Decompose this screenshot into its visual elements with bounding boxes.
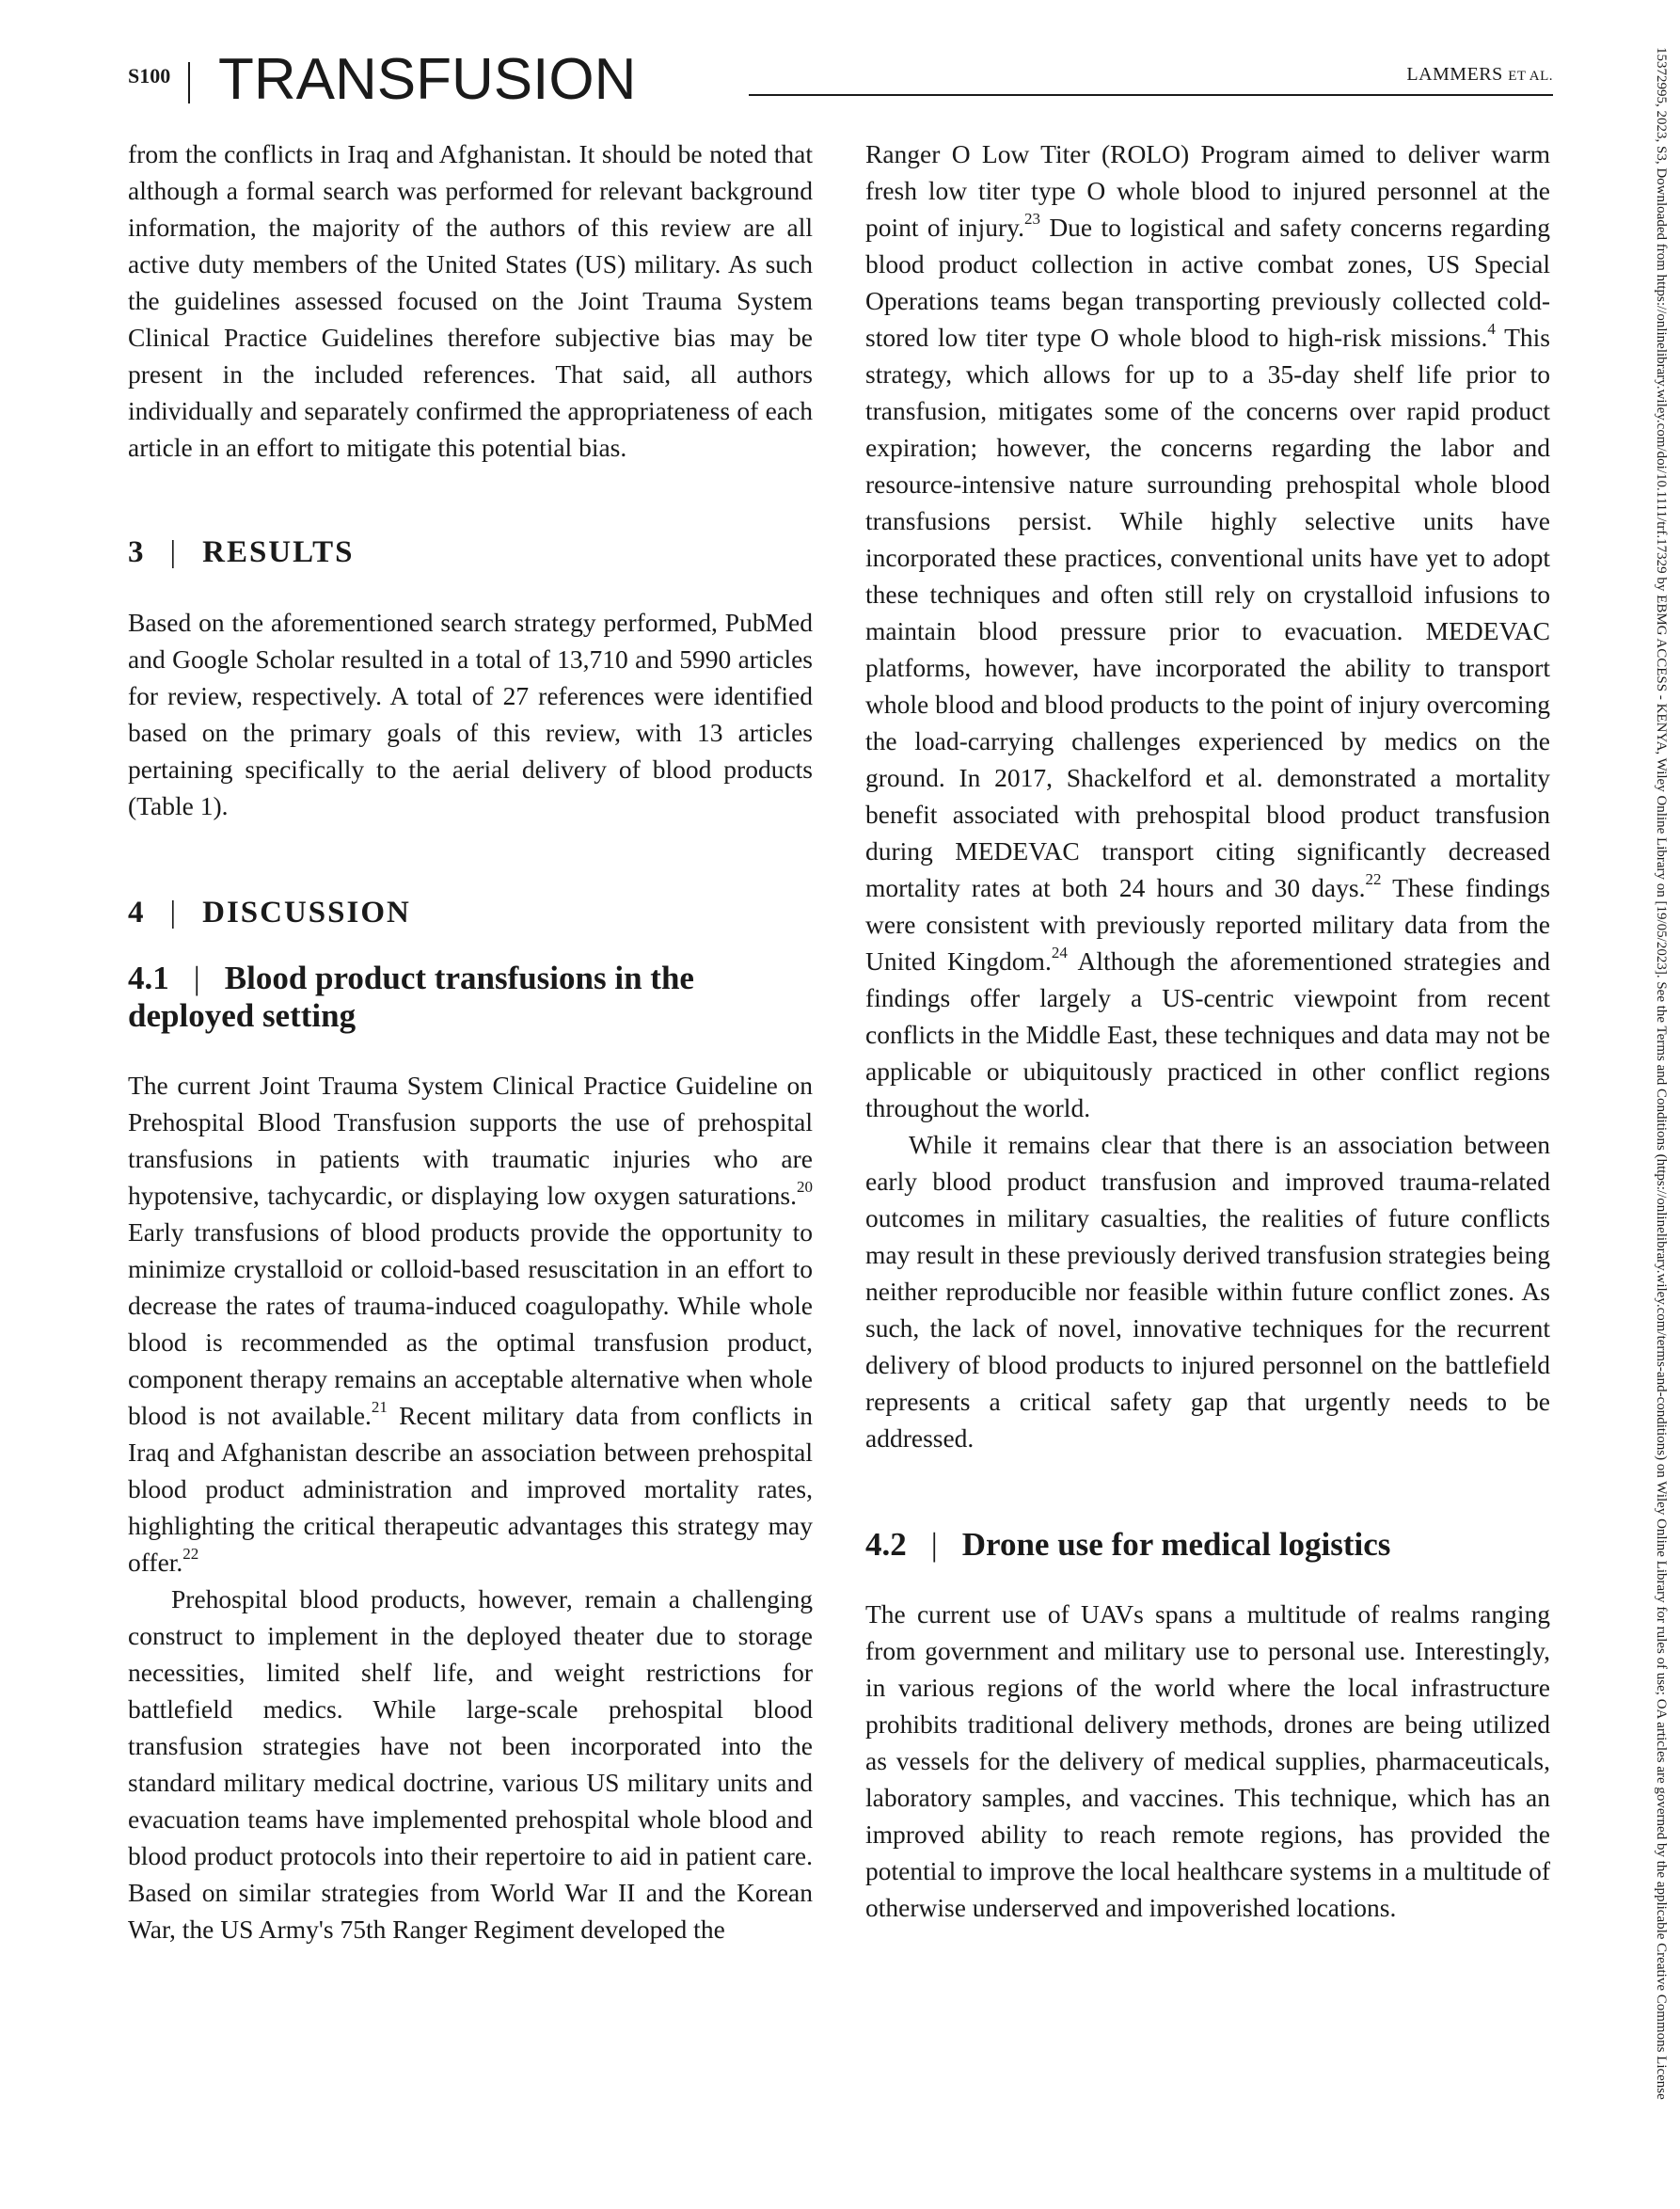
citation: 20 [797, 1177, 813, 1196]
page-number: S100 [128, 64, 171, 87]
running-head [1406, 64, 1553, 86]
paragraph: Based on the aforementioned search strategy performed, PubMed and Google Scholar resulted in a total of 13,710 and 5990 articles for review, respectively. A total of 27 references were identified based on the primary goals of this review, with 13 articles pertaining specifically to the aerial delivery of blood products (Table 1). [128, 608, 813, 820]
header-divider [188, 62, 190, 103]
header-rule [749, 94, 1553, 96]
running-head-author: LAMMERS [1406, 64, 1503, 85]
citation: 24 [1051, 943, 1068, 961]
paragraph: The current Joint Trauma System Clinical Practice Guideline on Prehospital Blood Transfusion supports the use of prehospital transfusions in patients with traumatic injuries who are hypotensive, tachycardic, or displaying low oxygen saturations.$^{20}$ Early transfusions of blood products provide the opportunity to minimize crystalloid or colloid-based resuscitation in an effort to decrease the rates of trauma-induced coagulopathy. While whole blood is recommended as the optimal transfusion product, component therapy remains an acceptable alternative when whole blood is not available.$^{21}$ Recent military data from conflicts in Iraq and Afghanistan describe an association between prehospital blood product administration and improved mortality rates, highlighting the critical therapeutic advantages this strategy may offer.$^{22}$ [128, 1071, 813, 1577]
subsection-title: Drone use for medical logistics [961, 1526, 1391, 1563]
citation: 22 [182, 1544, 199, 1563]
download-sidebar [1644, 47, 1672, 2162]
page-header [128, 47, 1553, 120]
section-title: DISCUSSION [202, 896, 411, 930]
running-head-suffix: ET AL. [1508, 69, 1553, 84]
download-notice: 15372995, 2023, S3, Downloaded from https://onlinelibrary.wiley.com/doi/10.1111/trf.17329 by EBMG ACCESS - KENYA, Wiley Online Library on [19/05/2023]. See the Terms and Conditions (https://onlinelibrary.wiley.com/terms-and-conditions) on Wiley Online Library for rules of use; OA articles are governed by the applicable Creative Commons License [1654, 47, 1669, 2100]
paragraph: Prehospital blood products, however, remain a challenging construct to implement in the deployed theater due to storage necessities, limited shelf life, and weight restrictions for battlefield medics. While large-scale prehospital blood transfusion strategies have not been incorporated into the standard military medical doctrine, various US military units and evacuation teams have implemented prehospital whole blood and blood product protocols into their repertoire to aid in patient care. Based on similar strategies from World War II and the Korean War, the US Army's 75th Ranger Regiment developed the [128, 1584, 813, 1944]
subsection-heading-4-2: 4.2 | Drone use for medical logistics [865, 1526, 1391, 1563]
citation: 23 [1023, 209, 1040, 228]
section-number: 4 [128, 896, 146, 930]
subsection-title: Blood product transfusions in the deployed setting [128, 960, 694, 1034]
section-title: RESULTS [202, 535, 355, 569]
paragraph: from the conflicts in Iraq and Afghanistan. It should be noted that although a formal search was performed for relevant background information, the majority of the authors of this review are all active duty members of the United States (US) military. As such the guidelines assessed focused on the Joint Trauma System Clinical Practice Guidelines therefore subjective bias may be present in the included references. That said, all authors individually and separately confirmed the appropriateness of each article in an effort to mitigate this potential bias. [128, 139, 813, 462]
paragraph: The current use of UAVs spans a multitude of realms ranging from government and military use to personal use. Interestingly, in various regions of the world where the local infrastructure prohibits traditional delivery methods, drones are being utilized as vessels for the delivery of medical supplies, pharmaceuticals, laboratory samples, and vaccines. This technique, which has an improved ability to reach remote regions, has provided the potential to improve the local healthcare systems in a multitude of otherwise underserved and impoverished locations. [865, 1599, 1550, 1922]
journal-title: TRANSFUSION [218, 47, 637, 112]
citation: 21 [371, 1397, 388, 1416]
section-number: 3 [128, 535, 146, 569]
subsection-number: 4.2 [865, 1526, 907, 1563]
citation: 22 [1365, 869, 1382, 888]
section-heading-results: 3 | RESULTS [128, 535, 355, 569]
subsection-heading-4-1: 4.1 | Blood product transfusions in the deployed setting [128, 960, 694, 1034]
citation: 4 [1487, 319, 1496, 338]
section-heading-discussion: 4 | DISCUSSION [128, 896, 411, 930]
subsection-number: 4.1 [128, 960, 169, 996]
right-column [865, 135, 1550, 1926]
paragraph: Ranger O Low Titer (ROLO) Program aimed to deliver warm fresh low titer type O whole blood to injured personnel at the point of injury.$^{23}$ Due to logistical and safety concerns regarding blood product collection in active combat zones, US Special Operations teams began transporting previously collected cold-stored low titer type O whole blood to high-risk missions.$^4$ This strategy, which allows for up to a 35-day shelf life prior to transfusion, mitigates some of the concerns over rapid product expiration; however, the concerns regarding the labor and resource-intensive nature surrounding prehospital whole blood transfusions persist. While highly selective units have incorporated these practices, conventional units have yet to adopt these techniques and often still rely on crystalloid infusions to maintain blood pressure prior to evacuation. MEDEVAC platforms, however, have incorporated the ability to transport whole blood and blood products to the point of injury overcoming the load-carrying challenges experienced by medics on the ground. In 2017, Shackelford et al. demonstrated a mortality benefit associated with prehospital blood product transfusion during MEDEVAC transport citing significantly decreased mortality rates at both 24 hours and 30 days.$^{22}$ These findings were consistent with previously reported military data from the United Kingdom.$^{24}$ Although the aforementioned strategies and findings offer largely a US-centric viewpoint from recent conflicts in the Middle East, these techniques and data may not be applicable or ubiquitously practiced in other conflict regions throughout the world. [865, 139, 1551, 1122]
paragraph: While it remains clear that there is an association between early blood product transfusion and improved trauma-related outcomes in military casualties, the realities of future conflicts may result in these previously derived transfusion strategies being neither reproducible nor feasible within future conflict zones. As such, the lack of novel, innovative techniques for the recurrent delivery of blood products to injured personnel on the battlefield represents a critical safety gap that urgently needs to be addressed. [865, 1130, 1550, 1453]
left-column [128, 135, 813, 1947]
